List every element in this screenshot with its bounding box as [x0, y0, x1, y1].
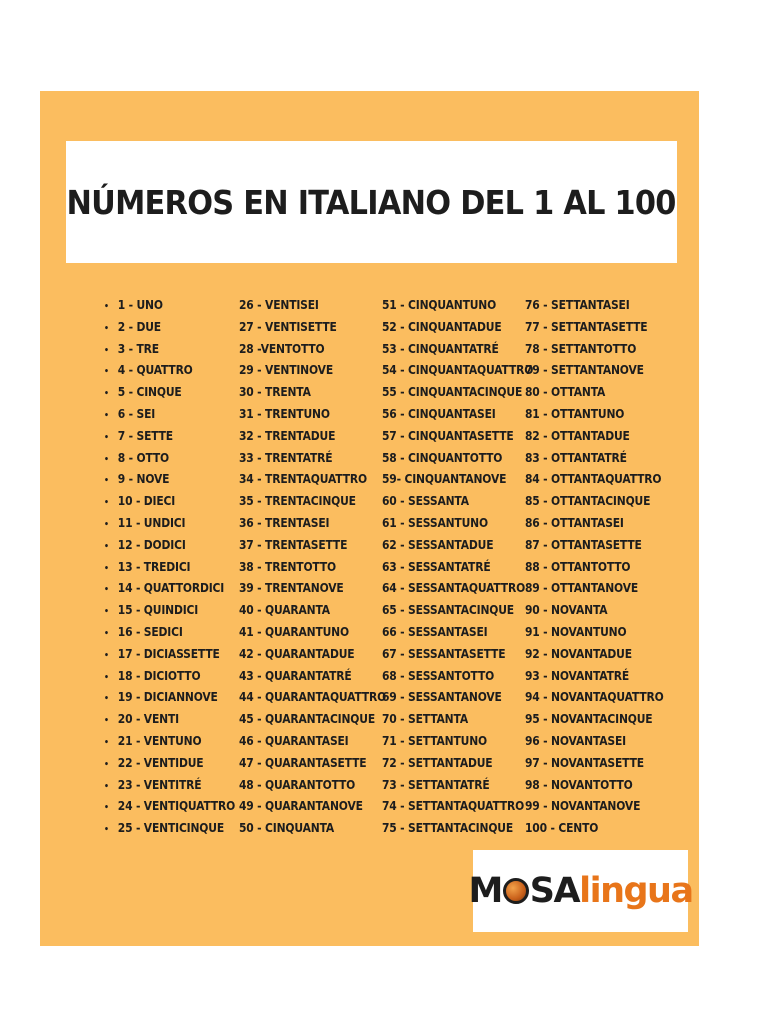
number-label: 74 - SETTANTAQUATTRO: [382, 798, 525, 814]
number-label: 48 - QUARANTOTTO: [239, 776, 356, 792]
number-item: [525, 512, 664, 534]
number-label: 33 - TRENTATRÉ: [239, 449, 333, 465]
number-label: 44 - QUARANTAQUATTRO: [239, 689, 387, 705]
number-label: 64 - SESSANTAQUATTRO: [382, 580, 526, 596]
bullet-icon: •: [104, 432, 109, 443]
number-item: [382, 294, 533, 316]
number-label: 42 - QUARANTADUE: [239, 645, 355, 661]
number-item: [239, 817, 386, 839]
number-item: [239, 512, 386, 534]
number-label: 63 - SESSANTATRÉ: [382, 558, 491, 574]
number-label: 85 - OTTANTACINQUE: [525, 493, 651, 509]
logo-box: [468, 850, 693, 932]
number-label: 45 - QUARANTACINQUE: [239, 711, 376, 727]
number-label: 54 - CINQUANTAQUATTRO: [382, 362, 534, 378]
number-label: 83 - OTTANTATRÉ: [525, 449, 627, 465]
number-label: 73 - SETTANTATRÉ: [382, 776, 490, 792]
number-label: 30 - TRENTA: [239, 384, 311, 400]
number-label: 5 - CINQUE: [117, 384, 182, 400]
number-item: [525, 490, 664, 512]
number-item: [104, 490, 235, 512]
number-item: [382, 752, 533, 774]
number-label: 15 - QUINDICI: [117, 602, 199, 618]
number-label: 39 - TRENTANOVE: [239, 580, 344, 596]
number-item: [104, 599, 235, 621]
number-item: [239, 774, 386, 796]
number-label: 20 - VENTI: [117, 711, 179, 727]
number-label: 2 - DUE: [117, 318, 161, 334]
bullet-icon: •: [104, 585, 109, 596]
number-item: [382, 490, 533, 512]
number-label: 36 - TRENTASEI: [239, 514, 330, 530]
number-label: 50 - CINQUANTA: [239, 820, 335, 836]
number-label: 75 - SETTANTACINQUE: [382, 820, 514, 836]
number-item: [382, 316, 533, 338]
bullet-icon: •: [104, 498, 109, 509]
number-item: [239, 621, 386, 643]
number-item: [525, 686, 664, 708]
number-item: [382, 730, 533, 752]
number-label: 100 - CENTO: [525, 820, 599, 836]
number-item: [239, 686, 386, 708]
number-label: 67 - SESSANTASETTE: [382, 645, 506, 661]
number-label: 94 - NOVANTAQUATTRO: [525, 689, 664, 705]
number-label: 95 - NOVANTACINQUE: [525, 711, 653, 727]
number-item: [104, 621, 235, 643]
number-label: 98 - NOVANTOTTO: [525, 776, 633, 792]
number-item: [382, 621, 533, 643]
number-label: 99 - NOVANTANOVE: [525, 798, 641, 814]
number-label: 25 - VENTICINQUE: [117, 820, 225, 836]
number-item: [525, 425, 664, 447]
number-item: [382, 359, 533, 381]
number-label: 92 - NOVANTADUE: [525, 645, 632, 661]
number-item: [382, 577, 533, 599]
number-item: [382, 708, 533, 730]
number-item: [382, 599, 533, 621]
number-label: 81 - OTTANTUNO: [525, 405, 625, 421]
number-item: [239, 338, 386, 360]
bullet-icon: •: [104, 367, 109, 378]
number-label: 1 - UNO: [117, 297, 163, 312]
number-item: [525, 730, 664, 752]
number-label: 68 - SESSANTOTTO: [382, 667, 495, 683]
number-label: 57 - CINQUANTASETTE: [382, 427, 514, 443]
number-item: [239, 577, 386, 599]
number-item: [525, 381, 664, 403]
number-item: [104, 686, 235, 708]
number-label: 24 - VENTIQUATTRO: [117, 798, 236, 814]
number-item: [382, 425, 533, 447]
number-label: 10 - DIECI: [117, 493, 176, 509]
number-item: [525, 338, 664, 360]
number-item: [104, 534, 235, 556]
number-label: 8 - OTTO: [117, 449, 170, 465]
number-item: [239, 599, 386, 621]
number-label: 87 - OTTANTASETTE: [525, 536, 642, 552]
number-item: [525, 708, 664, 730]
number-item: [525, 403, 664, 425]
bullet-icon: •: [104, 781, 109, 792]
number-label: 71 - SETTANTUNO: [382, 732, 488, 748]
number-label: 84 - OTTANTAQUATTRO: [525, 471, 662, 487]
number-item: [525, 468, 664, 490]
bullet-icon: •: [104, 737, 109, 748]
number-item: [239, 381, 386, 403]
number-label: 97 - NOVANTASETTE: [525, 754, 644, 770]
number-item: [239, 403, 386, 425]
number-item: [104, 752, 235, 774]
numbers-column-4: [525, 294, 686, 839]
bullet-icon: •: [104, 716, 109, 727]
number-label: 66 - SESSANTASEI: [382, 623, 488, 639]
number-item: [382, 686, 533, 708]
number-item: [525, 752, 664, 774]
number-label: 41 - QUARANTUNO: [239, 623, 349, 639]
number-item: [382, 643, 533, 665]
number-item: [239, 468, 386, 490]
number-label: 55 - CINQUANTACINQUE: [382, 384, 523, 400]
number-label: 13 - TREDICI: [117, 558, 191, 574]
number-item: [239, 359, 386, 381]
number-item: [104, 338, 235, 360]
bullet-icon: •: [104, 694, 109, 705]
number-label: 26 - VENTISEI: [239, 297, 319, 312]
number-item: [382, 817, 533, 839]
number-label: 46 - QUARANTASEI: [239, 732, 349, 748]
number-label: 31 - TRENTUNO: [239, 405, 330, 421]
number-label: 35 - TRENTACINQUE: [239, 493, 356, 509]
number-item: [239, 425, 386, 447]
number-item: [239, 752, 386, 774]
number-item: [104, 643, 235, 665]
number-label: 72 - SETTANTADUE: [382, 754, 493, 770]
logo-text-lingua: lingua: [579, 871, 693, 911]
number-item: [525, 556, 664, 578]
coin-o-icon: [503, 878, 529, 904]
number-item: [104, 425, 235, 447]
number-item: [525, 621, 664, 643]
number-item: [525, 294, 664, 316]
number-label: 40 - QUARANTA: [239, 602, 330, 618]
number-item: [382, 556, 533, 578]
number-label: 90 - NOVANTA: [525, 602, 608, 618]
number-label: 60 - SESSANTA: [382, 493, 469, 509]
number-item: [382, 512, 533, 534]
numbers-column-1: [104, 294, 256, 839]
number-item: [382, 795, 533, 817]
number-item: [239, 316, 386, 338]
number-item: [104, 359, 235, 381]
number-label: 59- CINQUANTANOVE: [382, 471, 507, 487]
number-label: 29 - VENTINOVE: [239, 362, 334, 378]
logo-text-sa: SA: [529, 871, 580, 911]
number-label: 9 - NOVE: [117, 471, 170, 487]
number-item: [525, 534, 664, 556]
bullet-icon: •: [104, 345, 109, 356]
number-item: [382, 774, 533, 796]
number-label: 37 - TRENTASETTE: [239, 536, 348, 552]
number-item: [525, 447, 664, 469]
number-item: [104, 577, 235, 599]
bullet-icon: •: [104, 628, 109, 639]
number-label: 53 - CINQUANTATRÉ: [382, 340, 499, 356]
number-item: [104, 294, 235, 316]
bullet-icon: •: [104, 410, 109, 421]
number-item: [104, 795, 235, 817]
number-label: 78 - SETTANTOTTO: [525, 340, 637, 356]
number-label: 19 - DICIANNOVE: [117, 689, 218, 705]
number-label: 28 -VENTOTTO: [239, 340, 325, 356]
number-item: [525, 643, 664, 665]
number-label: 58 - CINQUANTOTTO: [382, 449, 503, 465]
number-label: 23 - VENTITRÉ: [117, 776, 202, 792]
number-label: 93 - NOVANTATRÉ: [525, 667, 630, 683]
number-label: 14 - QUATTORDICI: [117, 580, 225, 596]
number-item: [525, 577, 664, 599]
number-item: [239, 730, 386, 752]
number-item: [525, 316, 664, 338]
bullet-icon: •: [104, 302, 109, 312]
number-label: 80 - OTTANTA: [525, 384, 606, 400]
number-label: 49 - QUARANTANOVE: [239, 798, 363, 814]
number-item: [382, 381, 533, 403]
number-label: 34 - TRENTAQUATTRO: [239, 471, 367, 487]
bullet-icon: •: [104, 803, 109, 814]
number-item: [239, 708, 386, 730]
number-label: 7 - SETTE: [117, 427, 173, 443]
number-label: 52 - CINQUANTADUE: [382, 318, 502, 334]
number-item: [382, 403, 533, 425]
number-item: [239, 294, 386, 316]
number-item: [239, 665, 386, 687]
number-item: [525, 599, 664, 621]
number-item: [104, 556, 235, 578]
number-label: 16 - SEDICI: [117, 623, 183, 639]
number-label: 47 - QUARANTASETTE: [239, 754, 367, 770]
number-label: 88 - OTTANTOTTO: [525, 558, 631, 574]
number-label: 21 - VENTUNO: [117, 732, 202, 748]
number-item: [382, 468, 533, 490]
page-title: NÚMEROS EN ITALIANO DEL 1 AL 100: [66, 182, 677, 222]
number-item: [239, 534, 386, 556]
bullet-icon: •: [104, 519, 109, 530]
number-label: 70 - SETTANTA: [382, 711, 468, 727]
number-item: [525, 795, 664, 817]
number-label: 27 - VENTISETTE: [239, 318, 337, 334]
number-item: [104, 447, 235, 469]
number-label: 65 - SESSANTACINQUE: [382, 602, 514, 618]
number-label: 69 - SESSANTANOVE: [382, 689, 502, 705]
number-item: [104, 316, 235, 338]
number-item: [239, 643, 386, 665]
number-label: 3 - TRE: [117, 340, 159, 356]
number-label: 89 - OTTANTANOVE: [525, 580, 639, 596]
number-item: [104, 468, 235, 490]
number-label: 76 - SETTANTASEI: [525, 297, 630, 312]
number-label: 86 - OTTANTASEI: [525, 514, 624, 530]
bullet-icon: •: [104, 563, 109, 574]
number-label: 91 - NOVANTUNO: [525, 623, 627, 639]
number-label: 51 - CINQUANTUNO: [382, 297, 497, 312]
number-label: 17 - DICIASSETTE: [117, 645, 220, 661]
number-item: [104, 381, 235, 403]
number-label: 77 - SETTANTASETTE: [525, 318, 648, 334]
number-label: 79 - SETTANTANOVE: [525, 362, 644, 378]
infographic-panel: [40, 91, 699, 946]
number-label: 43 - QUARANTATRÉ: [239, 667, 352, 683]
number-item: [525, 359, 664, 381]
number-label: 18 - DICIOTTO: [117, 667, 201, 683]
bullet-icon: •: [104, 607, 109, 618]
number-label: 6 - SEI: [117, 405, 156, 421]
number-item: [525, 665, 664, 687]
number-item: [239, 447, 386, 469]
number-label: 56 - CINQUANTASEI: [382, 405, 496, 421]
number-item: [239, 556, 386, 578]
number-item: [382, 534, 533, 556]
number-label: 38 - TRENTOTTO: [239, 558, 336, 574]
bullet-icon: •: [104, 389, 109, 400]
number-label: 82 - OTTANTADUE: [525, 427, 630, 443]
number-label: 11 - UNDICI: [117, 514, 186, 530]
number-item: [104, 665, 235, 687]
number-item: [104, 817, 235, 839]
number-item: [104, 774, 235, 796]
bullet-icon: •: [104, 825, 109, 836]
bullet-icon: •: [104, 541, 109, 552]
number-item: [525, 817, 664, 839]
number-label: 62 - SESSANTADUE: [382, 536, 494, 552]
number-item: [525, 774, 664, 796]
logo-text-m: M: [468, 871, 502, 911]
number-label: 32 - TRENTADUE: [239, 427, 336, 443]
number-item: [239, 490, 386, 512]
bullet-icon: •: [104, 672, 109, 683]
number-item: [104, 730, 235, 752]
number-item: [104, 708, 235, 730]
number-item: [382, 338, 533, 360]
bullet-icon: •: [104, 650, 109, 661]
number-label: 96 - NOVANTASEI: [525, 732, 626, 748]
bullet-icon: •: [104, 454, 109, 465]
mosalingua-logo: [468, 871, 692, 911]
bullet-icon: •: [104, 759, 109, 770]
bullet-icon: •: [104, 476, 109, 487]
number-item: [382, 665, 533, 687]
title-box: [66, 141, 677, 263]
number-item: [382, 447, 533, 469]
number-label: 22 - VENTIDUE: [117, 754, 204, 770]
number-label: 61 - SESSANTUNO: [382, 514, 488, 530]
number-item: [104, 403, 235, 425]
number-item: [239, 795, 386, 817]
bullet-icon: •: [104, 323, 109, 334]
number-label: 12 - DODICI: [117, 536, 186, 552]
number-label: 4 - QUATTRO: [117, 362, 193, 378]
number-item: [104, 512, 235, 534]
